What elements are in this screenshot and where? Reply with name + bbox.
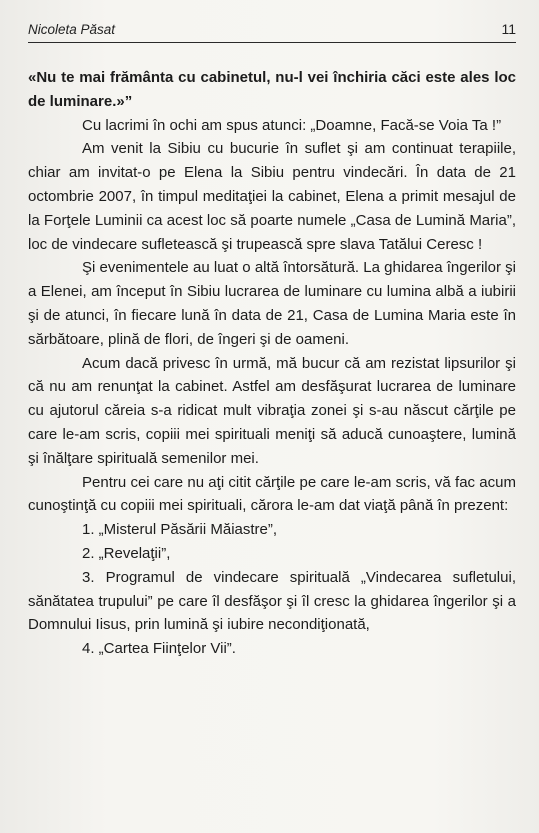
quote-paragraph: «Nu te mai frământa cu cabinetul, nu-l vei închiria căci este ales loc de luminare.»” [28, 69, 516, 110]
page-number: 11 [501, 21, 516, 37]
list-item: 3. Programul de vindecare spirituală „Vindecarea sufletului, sănătatea trupului” pe care îl desfăşor şi îl cresc la ghidarea îngerilor şi a Domnului Iisus, prin lumină şi iubire necondiţionată, [28, 568, 516, 634]
paragraph: Cu lacrimi în ochi am spus atunci: „Doamne, Facă-se Voia Ta !” [82, 116, 502, 134]
paragraph: Am venit la Sibiu cu bucurie în suflet şi am continuat terapiile, chiar am invitat-o pe Elena la Sibiu pentru vindecări. În data de 21 octombrie 2007, în timpul meditaţiei la cabinet, Elena a primit mesajul de la Forţele Luminii ca acest loc să poarte numele „Casa de Lumină Maria”, loc de vindecare sufletească şi trupească spre slava Tatălui Ceresc ! [28, 140, 516, 253]
list-item: 4. „Cartea Fiinţelor Vii”. [82, 640, 236, 658]
paragraph: Şi evenimentele au luat o altă întorsătură. La ghidarea îngerilor şi a Elenei, am început în Sibiu lucrarea de luminare cu lumina albă a iubirii şi de atunci, în fiecare lună în data de 21, Casa de Lumina Maria este în sărbătoare, plină de flori, de îngeri şi de oameni. [28, 259, 516, 348]
books-list [28, 518, 516, 661]
paragraph: Acum dacă privesc în urmă, mă bucur că am rezistat lipsurilor şi că nu am renunţat la cabinet. Astfel am desfăşurat lucrarea de luminare cu ajutorul căreia s-a ridicat mult vibraţia zonei şi s-au născut cărţile pe care le-am scris, copiii mei spirituali meniţi să aducă cunoaştere, lumină şi înălţare spirituală semenilor mei. [28, 354, 516, 467]
page-body [28, 66, 516, 661]
page-header [28, 18, 516, 43]
list-item: 1. „Misterul Păsării Măiastre”, [82, 521, 278, 539]
author-name: Nicoleta Păsat [28, 22, 116, 37]
list-item: 2. „Revelaţii”, [82, 544, 171, 562]
paragraph: Pentru cei care nu aţi citit cărţile pe care le-am scris, vă fac acum cunoştinţă cu copiii mei spirituali, cărora le-am dat viaţă până în prezent: [28, 473, 516, 515]
